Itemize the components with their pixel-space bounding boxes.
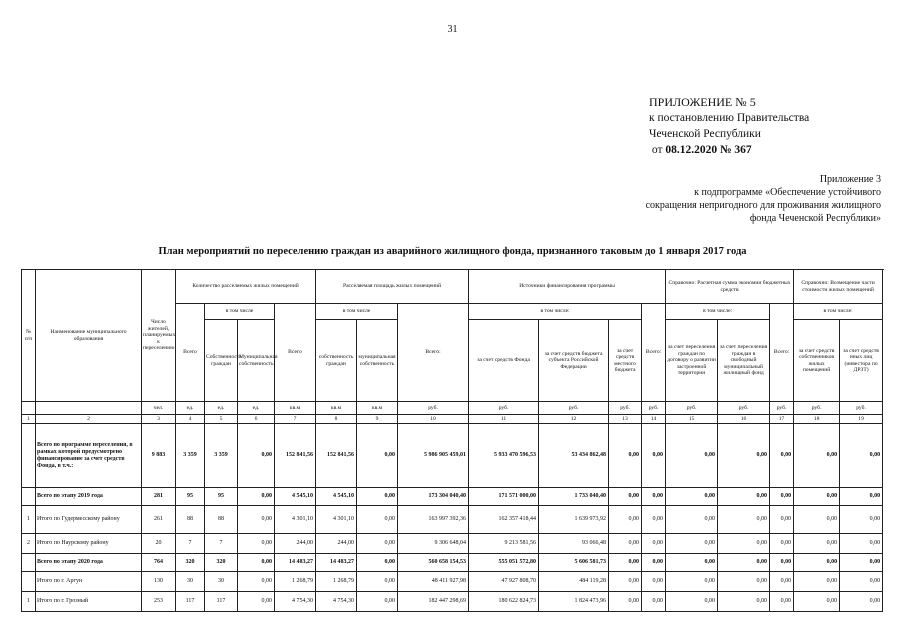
data-cell: 0,00 [770, 488, 794, 506]
data-cell: 9 306 648,04 [398, 534, 469, 554]
hdr-count-total: Всего [176, 304, 205, 402]
subappendix-line-2: сокращения непригодного для проживания жилищного [645, 200, 881, 211]
hdr-ref2-owner: за счет средств собственников жилых помещений [794, 320, 840, 402]
row-name-cell: Итого по Гудермесскому району [36, 506, 142, 534]
data-cell: 244,00 [316, 534, 357, 554]
hdr-ref1-contract: за счет переселения граждан по договору о развитии застроенной территории [666, 320, 718, 402]
data-cell: 0,00 [718, 592, 770, 612]
table-row [22, 488, 883, 506]
data-cell: 47 927 808,70 [469, 572, 539, 592]
hdr-count-owned: Собственность граждан [205, 320, 238, 402]
data-cell: 4 301,10 [275, 506, 316, 534]
data-cell: 0,00 [840, 572, 883, 592]
hdr-ref1-free: за счет переселения граждан в свободный муниципальный жилищный фонд [718, 320, 770, 402]
appendix-date-prefix: от [651, 144, 663, 156]
row-name-cell: Итого по Наурскому району [36, 534, 142, 554]
data-cell: 14 483,27 [316, 554, 357, 572]
hdr-ref2-other: за счет средств иных лиц (инвестора по ДРЗТ) [840, 320, 883, 402]
data-cell: 0,00 [770, 534, 794, 554]
data-cell: 0,00 [666, 506, 718, 534]
column-number-cell: 17 [770, 415, 794, 424]
data-cell: 173 304 040,40 [398, 488, 469, 506]
data-cell: 0,00 [794, 534, 840, 554]
data-cell: 0,00 [642, 572, 666, 592]
column-number-cell: 13 [609, 415, 642, 424]
data-cell: 152 841,56 [275, 424, 316, 488]
column-number-cell: 19 [840, 415, 883, 424]
data-cell: 0,00 [357, 572, 398, 592]
data-cell: 0,00 [238, 554, 275, 572]
column-number-cell: 12 [539, 415, 609, 424]
data-cell: 1 733 040,40 [539, 488, 609, 506]
data-cell: 0,00 [770, 424, 794, 488]
data-cell: 0,00 [770, 506, 794, 534]
data-cell: 0,00 [794, 592, 840, 612]
data-cell: 152 841,56 [316, 424, 357, 488]
hdr-fin-subject: за счет средств бюджета субъекта Российской Федерации [539, 320, 609, 402]
row-number-cell: 2 [22, 534, 36, 554]
hdr-area-muni: муниципальная собственность [357, 320, 398, 402]
data-cell: 261 [142, 506, 176, 534]
hdr-area-incl: в том числе [316, 304, 398, 320]
hdr-count-group: Количество расселяемых жилых помещений [176, 270, 316, 304]
row-number-cell [22, 572, 36, 592]
hdr-finance-incl: в том числе: [469, 304, 642, 320]
unit-cell: руб. [718, 402, 770, 415]
data-cell: 0,00 [642, 592, 666, 612]
data-cell: 117 [176, 592, 205, 612]
data-cell: 0,00 [357, 592, 398, 612]
hdr-area-total: Всего [275, 304, 316, 402]
hdr-fin-fund: за счет средств Фонда [469, 320, 539, 402]
data-cell: 5 933 470 596,53 [469, 424, 539, 488]
table-row [22, 534, 883, 554]
column-number-cell: 4 [176, 415, 205, 424]
data-cell: 0,00 [794, 424, 840, 488]
row-number-cell: 1 [22, 506, 36, 534]
data-cell: 3 359 [176, 424, 205, 488]
data-cell: 764 [142, 554, 176, 572]
data-cell: 0,00 [357, 424, 398, 488]
column-number-row [22, 415, 883, 424]
column-number-cell: 5 [205, 415, 238, 424]
data-cell: 0,00 [357, 488, 398, 506]
data-cell: 0,00 [642, 554, 666, 572]
data-cell: 0,00 [794, 554, 840, 572]
column-number-cell: 3 [142, 415, 176, 424]
column-number-cell: 6 [238, 415, 275, 424]
data-cell: 0,00 [840, 506, 883, 534]
data-cell: 0,00 [840, 424, 883, 488]
data-cell: 5 986 905 459,01 [398, 424, 469, 488]
data-cell: 88 [205, 506, 238, 534]
data-cell: 20 [142, 534, 176, 554]
unit-cell: чел. [142, 402, 176, 415]
data-cell: 0,00 [666, 534, 718, 554]
data-cell: 0,00 [840, 488, 883, 506]
data-cell: 0,00 [357, 534, 398, 554]
data-cell: 30 [176, 572, 205, 592]
data-cell: 0,00 [357, 554, 398, 572]
unit-cell: руб. [642, 402, 666, 415]
data-cell: 117 [205, 592, 238, 612]
row-name-cell: Всего по этапу 2019 года [36, 488, 142, 506]
unit-cell: руб. [840, 402, 883, 415]
data-cell: 93 066,48 [539, 534, 609, 554]
hdr-area-owned: собственность граждан [316, 320, 357, 402]
row-name-cell: Итого по г. Аргун [36, 572, 142, 592]
data-cell: 5 606 581,73 [539, 554, 609, 572]
unit-cell: руб. [398, 402, 469, 415]
data-cell: 95 [176, 488, 205, 506]
table-row [22, 592, 883, 612]
hdr-finance-total: Всего: [398, 304, 469, 402]
column-number-cell: 16 [718, 415, 770, 424]
subappendix-line-3: фонда Чеченской Республики» [749, 213, 881, 224]
table-row [22, 506, 883, 534]
hdr-residents: Число жителей, планируемых к переселению [142, 270, 176, 402]
hdr-ref1-group: Справочно: Расчетная сумма экономии бюджетных средств [666, 270, 794, 304]
data-cell: 0,00 [642, 506, 666, 534]
row-number-cell [22, 554, 36, 572]
hdr-ref1-total: Всего: [642, 304, 666, 402]
data-cell: 253 [142, 592, 176, 612]
appendix-date-line [649, 142, 809, 158]
resettlement-plan-table [21, 269, 883, 612]
data-cell: 320 [176, 554, 205, 572]
unit-cell: руб. [469, 402, 539, 415]
table-row [22, 424, 883, 488]
data-cell: 0,00 [238, 506, 275, 534]
subappendix-block [521, 173, 881, 225]
hdr-name: Наименование муниципального образования [36, 270, 142, 402]
data-cell: 0,00 [718, 424, 770, 488]
appendix-block [649, 94, 809, 158]
hdr-area-group: Расселяемая площадь жилых помещений [316, 270, 469, 304]
column-number-cell: 1 [22, 415, 36, 424]
data-cell: 0,00 [609, 592, 642, 612]
data-cell: 0,00 [718, 534, 770, 554]
unit-cell: руб. [609, 402, 642, 415]
data-cell: 0,00 [238, 592, 275, 612]
data-cell: 1 268,79 [275, 572, 316, 592]
data-cell: 0,00 [794, 572, 840, 592]
page-number: 31 [447, 24, 458, 35]
data-cell: 182 447 298,69 [398, 592, 469, 612]
data-cell: 1 268,79 [316, 572, 357, 592]
data-cell: 0,00 [238, 488, 275, 506]
data-cell: 0,00 [666, 554, 718, 572]
data-cell: 7 [205, 534, 238, 554]
row-name-cell: Всего по программе переселения, в рамках которой предусмотрено финансирование за счет средств Фонда, в т.ч.: [36, 424, 142, 488]
appendix-title: ПРИЛОЖЕНИЕ № 5 [649, 95, 756, 109]
data-cell: 0,00 [794, 506, 840, 534]
data-cell: 0,00 [770, 554, 794, 572]
data-cell: 53 434 862,48 [539, 424, 609, 488]
data-cell: 14 483,27 [275, 554, 316, 572]
data-cell: 0,00 [609, 488, 642, 506]
column-number-cell: 10 [398, 415, 469, 424]
unit-cell: кв.м [275, 402, 316, 415]
data-cell: 555 051 572,80 [469, 554, 539, 572]
column-number-cell: 11 [469, 415, 539, 424]
unit-cell: ед. [205, 402, 238, 415]
data-cell: 0,00 [238, 424, 275, 488]
units-blank [36, 402, 142, 415]
data-cell: 4 545,10 [275, 488, 316, 506]
unit-cell: кв.м [357, 402, 398, 415]
unit-cell: ед. [238, 402, 275, 415]
row-number-cell: 1 [22, 592, 36, 612]
hdr-count-incl: в том числе [205, 304, 275, 320]
data-cell: 4 301,10 [316, 506, 357, 534]
data-cell: 0,00 [238, 572, 275, 592]
data-cell: 0,00 [666, 488, 718, 506]
data-cell: 4 754,30 [275, 592, 316, 612]
units-row [22, 402, 883, 415]
hdr-ref2-total: Всего: [770, 304, 794, 402]
data-cell: 0,00 [609, 424, 642, 488]
unit-cell: кв.м [316, 402, 357, 415]
data-cell: 7 [176, 534, 205, 554]
data-cell: 0,00 [718, 554, 770, 572]
data-cell: 171 571 000,00 [469, 488, 539, 506]
data-cell: 0,00 [609, 572, 642, 592]
unit-cell: руб. [539, 402, 609, 415]
data-cell: 180 622 824,73 [469, 592, 539, 612]
table-title: План мероприятий по переселению граждан из аварийного жилищного фонда, признанного таковым до 1 января 2017 года [158, 246, 747, 257]
data-cell: 0,00 [718, 572, 770, 592]
data-cell: 3 359 [205, 424, 238, 488]
table-row [22, 572, 883, 592]
row-number-cell [22, 424, 36, 488]
hdr-finance-group: Источники финансирования программы [469, 270, 666, 304]
data-cell: 162 357 418,44 [469, 506, 539, 534]
hdr-fin-local: за счет средств местного бюджета [609, 320, 642, 402]
data-cell: 0,00 [238, 534, 275, 554]
appendix-line-2: Чеченской Республики [649, 128, 761, 140]
data-cell: 0,00 [666, 592, 718, 612]
row-name-cell: Итого по г. Грозный [36, 592, 142, 612]
appendix-line-1: к постановлению Правительства [649, 112, 810, 124]
data-cell: 0,00 [666, 424, 718, 488]
appendix-date: 08.12.2020 [665, 144, 718, 156]
hdr-ref1-incl: в том числе: [666, 304, 770, 320]
data-cell: 0,00 [794, 488, 840, 506]
data-cell: 0,00 [642, 424, 666, 488]
unit-cell: руб. [794, 402, 840, 415]
data-cell: 95 [205, 488, 238, 506]
data-cell: 0,00 [666, 572, 718, 592]
data-cell: 0,00 [642, 488, 666, 506]
column-number-cell: 7 [275, 415, 316, 424]
unit-cell: руб. [666, 402, 718, 415]
data-cell: 4 545,10 [316, 488, 357, 506]
data-cell: 130 [142, 572, 176, 592]
data-cell: 1 639 973,92 [539, 506, 609, 534]
data-cell: 0,00 [357, 506, 398, 534]
appendix-number: № 367 [720, 144, 752, 156]
data-cell: 0,00 [718, 506, 770, 534]
data-cell: 88 [176, 506, 205, 534]
column-number-cell: 8 [316, 415, 357, 424]
data-cell: 0,00 [840, 534, 883, 554]
data-cell: 163 997 392,36 [398, 506, 469, 534]
subappendix-title: Приложение 3 [819, 174, 881, 185]
data-cell: 484 119,28 [539, 572, 609, 592]
data-cell: 4 754,30 [316, 592, 357, 612]
data-cell: 0,00 [718, 488, 770, 506]
data-cell: 9 883 [142, 424, 176, 488]
data-cell: 320 [205, 554, 238, 572]
hdr-num: № п/п [22, 270, 36, 402]
column-number-cell: 18 [794, 415, 840, 424]
column-number-cell: 2 [36, 415, 142, 424]
data-cell: 48 411 927,98 [398, 572, 469, 592]
row-name-cell: Всего по этапу 2020 года [36, 554, 142, 572]
data-cell: 0,00 [642, 534, 666, 554]
data-cell: 0,00 [770, 572, 794, 592]
data-cell: 9 213 581,56 [469, 534, 539, 554]
column-number-cell: 15 [666, 415, 718, 424]
unit-cell: ед. [176, 402, 205, 415]
data-cell: 0,00 [609, 534, 642, 554]
data-cell: 0,00 [840, 592, 883, 612]
data-cell: 281 [142, 488, 176, 506]
hdr-ref2-incl: в том числе: [794, 304, 883, 320]
data-cell: 0,00 [770, 592, 794, 612]
subappendix-line-1: к подпрограмме «Обеспечение устойчивого [694, 187, 881, 198]
data-cell: 0,00 [609, 554, 642, 572]
table-row [22, 554, 883, 572]
data-cell: 244,00 [275, 534, 316, 554]
column-number-cell: 14 [642, 415, 666, 424]
data-cell: 0,00 [840, 554, 883, 572]
column-number-cell: 9 [357, 415, 398, 424]
data-cell: 0,00 [609, 506, 642, 534]
data-cell: 560 658 154,53 [398, 554, 469, 572]
hdr-count-muni: Муниципальная собственность [238, 320, 275, 402]
row-number-cell [22, 488, 36, 506]
unit-cell: руб. [770, 402, 794, 415]
data-cell: 1 824 473,96 [539, 592, 609, 612]
units-blank [22, 402, 36, 415]
data-cell: 30 [205, 572, 238, 592]
hdr-ref2-group: Справочно: Возмещение части стоимости жилых помещений [794, 270, 883, 304]
